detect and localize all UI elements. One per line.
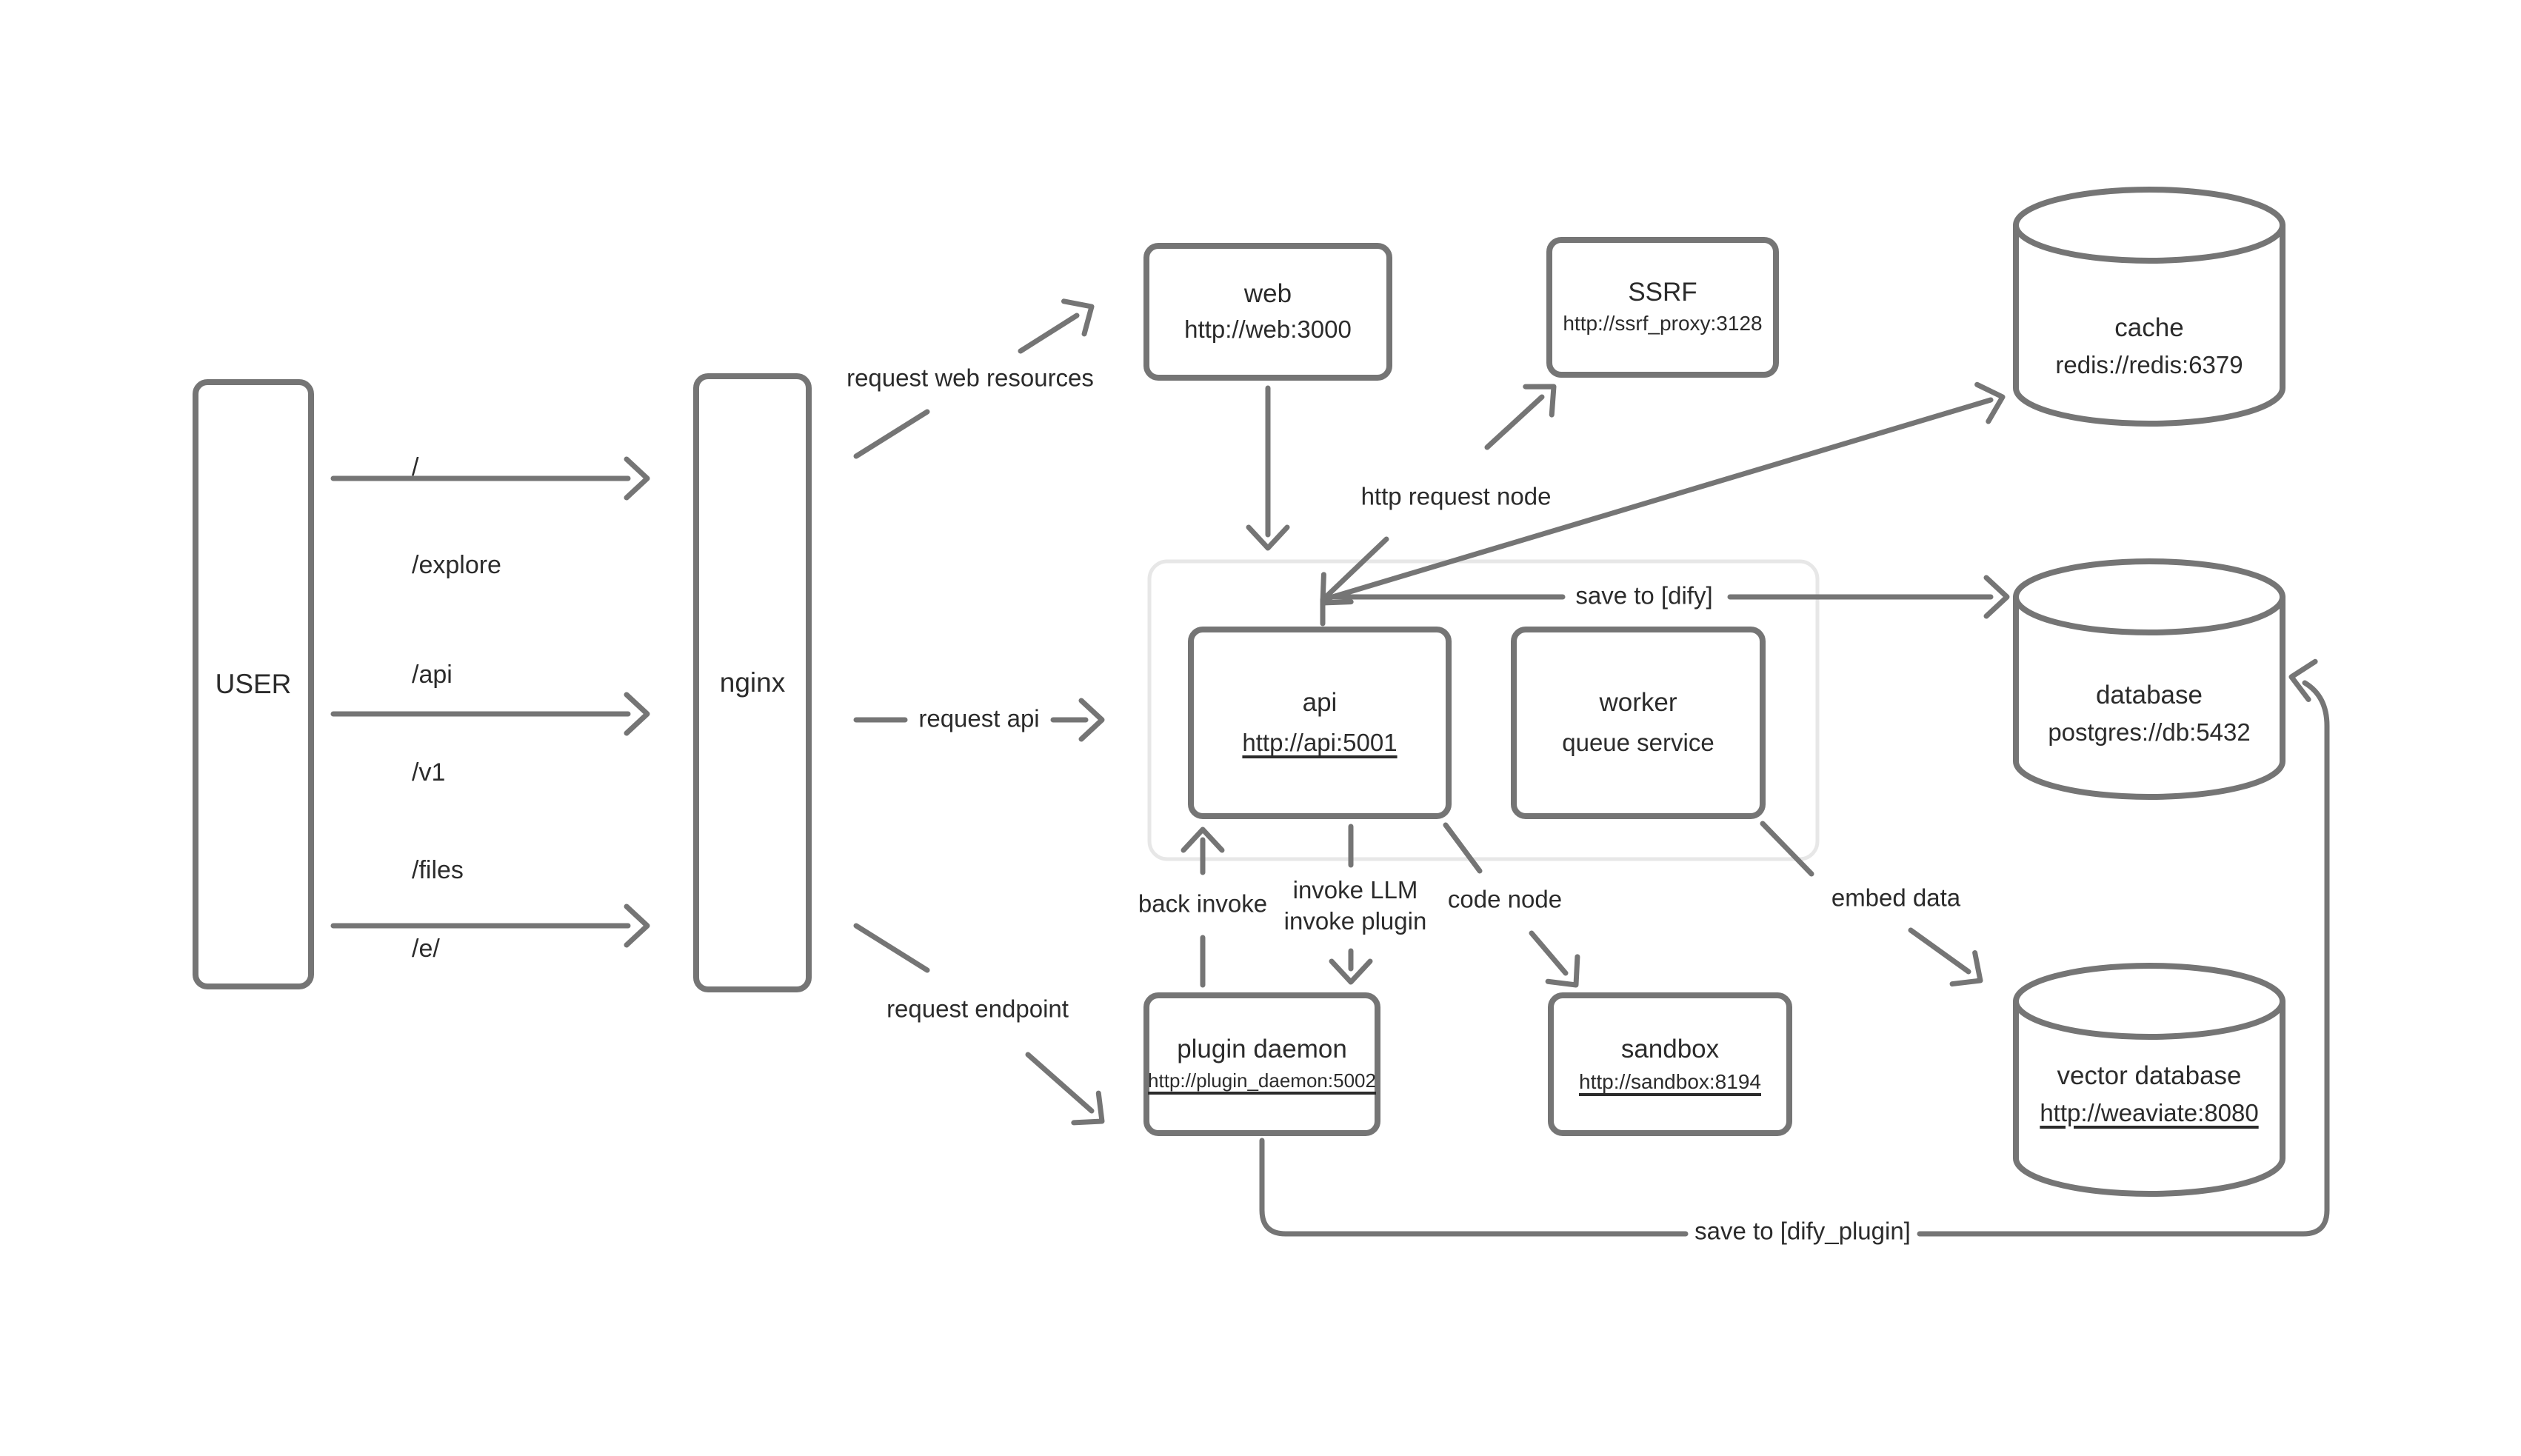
node-vector-database-url[interactable]: http://weaviate:8080 [2040,1100,2259,1127]
node-cache-title: cache [2114,313,2184,343]
node-database-url: postgres://db:5432 [2048,719,2251,747]
label-code-node: code node [1442,884,1568,917]
node-api [1188,627,1452,819]
node-vector-database-text [2016,1037,2283,1152]
label-user-endpoint-path: /e/ [412,935,440,963]
label-embed-data: embed data [1826,882,1966,915]
node-database-title: database [2095,680,2203,710]
label-request-api: request api [912,703,1045,736]
node-nginx [693,373,812,992]
node-user-label: USER [215,668,292,699]
edge-user-nginx-endpoint [333,906,647,945]
node-plugin-daemon-url[interactable]: http://plugin_daemon:5002 [1148,1069,1376,1092]
edge-user-nginx-api [333,695,647,733]
node-user [193,379,314,989]
node-cache-text [2016,293,2283,400]
node-api-url[interactable]: http://api:5001 [1242,730,1398,758]
node-sandbox-title: sandbox [1620,1033,1720,1063]
node-worker-title: worker [1599,687,1677,717]
node-ssrf-title: SSRF [1628,277,1697,307]
node-nginx-label: nginx [719,667,786,698]
edge-web-api [1249,388,1287,548]
label-save-to-dify-plugin: save to [dify_plugin] [1689,1215,1917,1249]
label-save-to-dify: save to [dify] [1569,580,1718,613]
node-web-url: http://web:3000 [1184,317,1352,344]
label-request-endpoint: request endpoint [881,993,1075,1026]
node-plugin-daemon-title: plugin daemon [1177,1034,1347,1064]
node-worker-subtitle: queue service [1562,730,1714,758]
label-user-web-paths: / /explore [412,453,501,579]
label-http-request-node: http request node [1355,481,1557,514]
node-worker [1511,627,1766,819]
node-sandbox-url[interactable]: http://sandbox:8194 [1579,1069,1761,1093]
edge-nginx-plugin-daemon [856,926,1115,1136]
node-vector-database-title: vector database [2057,1061,2242,1091]
node-cache-url: redis://redis:6379 [2055,352,2243,379]
label-request-web-resources: request web resources [841,362,1100,395]
node-web [1143,243,1392,381]
label-back-invoke: back invoke [1132,888,1273,921]
node-sandbox [1548,992,1792,1136]
label-invoke: invoke LLM invoke plugin [1278,875,1433,939]
node-plugin-daemon [1143,992,1380,1136]
node-api-title: api [1302,687,1338,717]
node-database-text [2016,661,2283,767]
label-user-api-paths: /api /v1 /files [412,661,464,884]
node-ssrf [1546,237,1779,378]
node-ssrf-url: http://ssrf_proxy:3128 [1563,311,1763,335]
node-web-title: web [1243,278,1292,308]
